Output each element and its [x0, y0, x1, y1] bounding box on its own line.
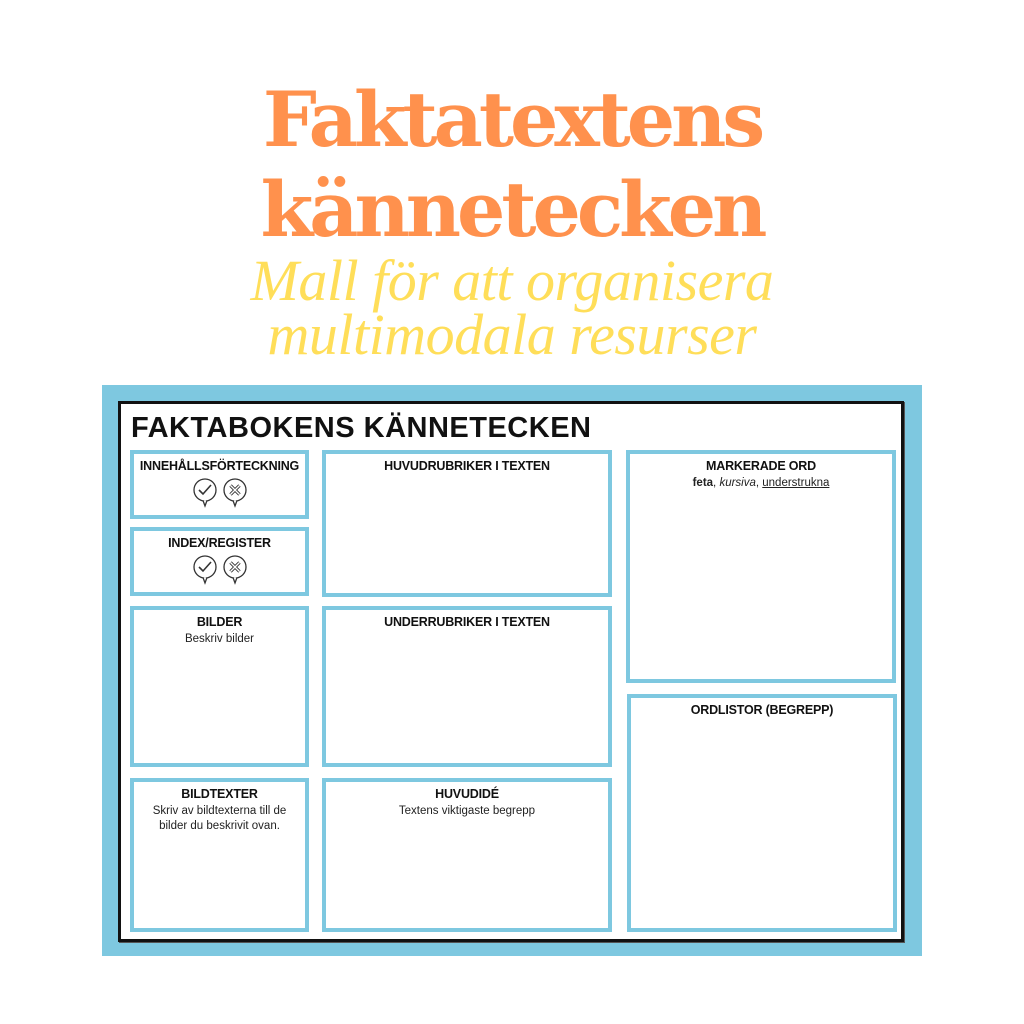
subtitle-line1: Mall för att organisera	[250, 248, 774, 313]
box-label: INNEHÅLLSFÖRTECKNING	[139, 459, 300, 473]
box-label: INDEX/REGISTER	[168, 536, 271, 550]
check-bubble-icon[interactable]	[192, 555, 218, 585]
main-title-line2: kännetecken	[260, 165, 764, 254]
box-huvudrubriker[interactable]	[322, 450, 612, 597]
worksheet-frame	[102, 385, 922, 956]
box-bildtexter[interactable]	[130, 778, 309, 932]
check-bubble-icon[interactable]	[192, 478, 218, 508]
worksheet-title: FAKTABOKENS KÄNNETECKEN	[131, 412, 592, 444]
box-label: MARKERADE ORD	[706, 459, 816, 473]
x-bubble-icon[interactable]	[222, 555, 248, 585]
box-label: BILDTEXTER	[181, 787, 258, 801]
box-markerade-ord[interactable]	[626, 450, 896, 683]
box-underrubriker[interactable]	[322, 606, 612, 767]
hint-separator: ,	[713, 477, 720, 489]
hint-underline: understrukna	[762, 477, 830, 489]
subtitle-line2: multimodala resurser	[267, 302, 757, 367]
box-hint: Beskriv bilder	[184, 633, 255, 645]
box-hint: Textens viktigaste begrepp	[398, 805, 536, 817]
box-innehallsforteckning[interactable]	[130, 450, 309, 519]
hint-italic: kursiva	[719, 477, 756, 489]
hint-separator: ,	[755, 477, 763, 489]
worksheet	[118, 401, 904, 942]
box-index-register[interactable]	[130, 527, 309, 596]
box-huvudide[interactable]	[322, 778, 612, 932]
box-ordlistor[interactable]	[627, 694, 897, 932]
box-label: UNDERRUBRIKER I TEXTEN	[384, 615, 550, 629]
box-hint	[630, 476, 892, 491]
hint-bold: feta	[692, 477, 714, 489]
box-label: HUVUDIDÉ	[435, 787, 499, 801]
box-hint: Skriv av bildtexterna till de bilder du beskrivit ovan.	[152, 805, 287, 832]
box-bilder[interactable]	[130, 606, 309, 767]
box-label: HUVUDRUBRIKER I TEXTEN	[384, 459, 550, 473]
box-label: ORDLISTOR (BEGREPP)	[690, 703, 834, 717]
box-label: BILDER	[196, 615, 243, 629]
x-bubble-icon[interactable]	[222, 478, 248, 508]
main-title-line1: Faktatextens	[262, 75, 762, 164]
